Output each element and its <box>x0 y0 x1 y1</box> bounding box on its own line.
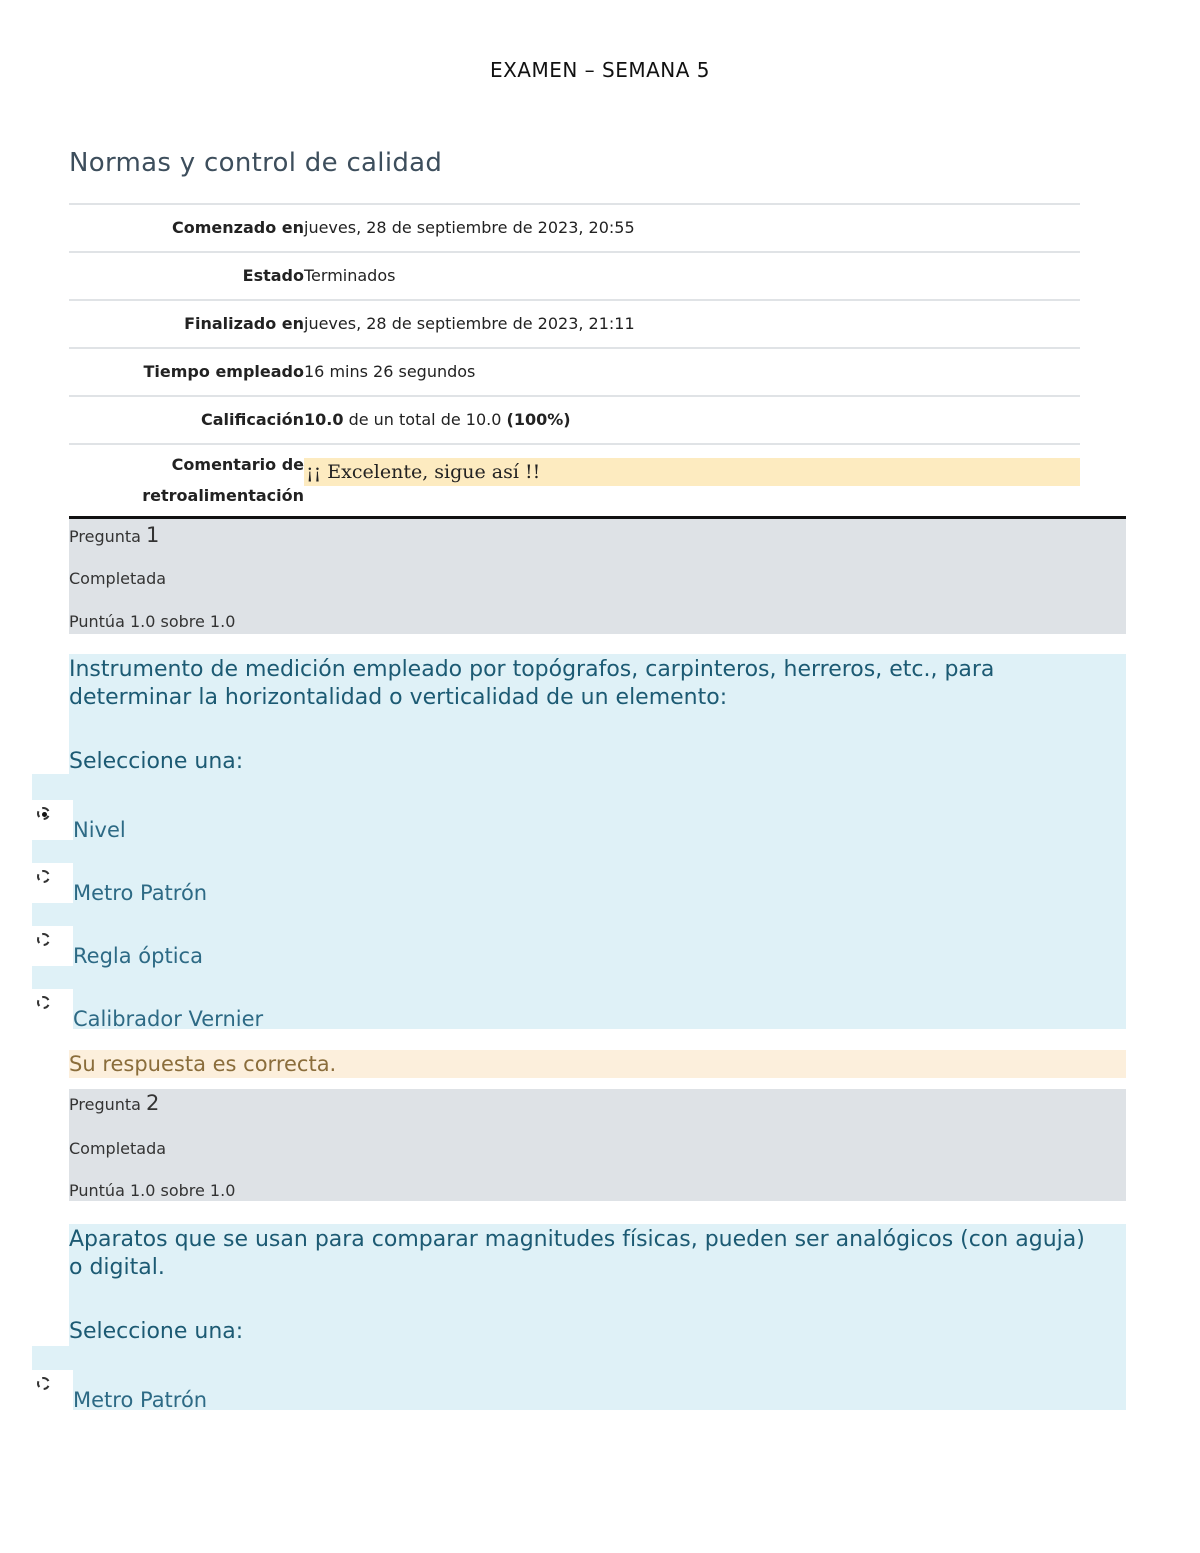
finished-label: Finalizado en <box>184 314 304 333</box>
summary-row-grade <box>69 395 1080 443</box>
question-1-score: Puntúa 1.0 sobre 1.0 <box>69 612 236 631</box>
radio-icon[interactable] <box>37 1377 50 1390</box>
radio-icon[interactable] <box>37 933 50 946</box>
question-2-score: Puntúa 1.0 sobre 1.0 <box>69 1181 236 1200</box>
course-title: Normas y control de calidad <box>69 148 443 178</box>
option-label: Nivel <box>73 818 126 842</box>
grade-percent: (100%) <box>506 410 571 429</box>
question-1-text-panel <box>69 654 1126 774</box>
summary-row-finished <box>69 299 1080 347</box>
summary-row-feedback <box>69 443 1080 511</box>
question-2-prefix: Pregunta <box>69 1095 147 1114</box>
option-label: Metro Patrón <box>73 881 208 905</box>
feedback-label-line1: Comentario de <box>171 455 304 474</box>
started-label: Comenzado en <box>171 218 304 237</box>
grade-score: 10.0 <box>304 410 344 429</box>
radio-selected-icon[interactable] <box>37 807 50 820</box>
question-1-state: Completada <box>69 569 167 588</box>
question-2-heading <box>69 1091 159 1115</box>
feedback-label <box>142 449 304 511</box>
question-2-select-prompt: Seleccione una: <box>69 1319 244 1344</box>
attempt-summary-table <box>69 203 1080 511</box>
grade-rest: de un total de 10.0 <box>343 410 507 429</box>
overall-feedback: ¡¡ Excelente, sigue así !! <box>304 458 1080 486</box>
summary-row-state <box>69 251 1080 299</box>
option-label: Regla óptica <box>73 944 203 968</box>
question-2-number: 2 <box>146 1091 160 1115</box>
question-2-text: Aparatos que se usan para comparar magnitudes físicas, pueden ser analógicos (con aguja) o digital. <box>69 1227 1085 1280</box>
summary-row-time <box>69 347 1080 395</box>
question-2-text-panel <box>69 1224 1126 1346</box>
grade-label: Calificación <box>201 410 304 429</box>
state-label: Estado <box>242 266 304 285</box>
question-1-prefix: Pregunta <box>69 527 147 546</box>
state-value: Terminados <box>304 266 396 285</box>
finished-value: jueves, 28 de septiembre de 2023, 21:11 <box>304 314 635 333</box>
grade-value <box>304 410 571 429</box>
summary-row-started <box>69 203 1080 251</box>
option-label: Metro Patrón <box>73 1388 208 1412</box>
question-1-info <box>69 516 1126 634</box>
question-2-info <box>69 1089 1126 1201</box>
time-value: 16 mins 26 segundos <box>304 362 476 381</box>
question-1-select-prompt: Seleccione una: <box>69 749 244 774</box>
feedback-label-line2: retroalimentación <box>142 486 304 505</box>
option-label: Calibrador Vernier <box>73 1007 264 1031</box>
exam-title: EXAMEN – SEMANA 5 <box>489 58 711 82</box>
time-label: Tiempo empleado <box>143 362 304 381</box>
question-1-heading <box>69 523 159 547</box>
radio-icon[interactable] <box>37 870 50 883</box>
question-2-state: Completada <box>69 1139 167 1158</box>
radio-icon[interactable] <box>37 996 50 1009</box>
question-1-number: 1 <box>146 523 160 547</box>
question-1-text: Instrumento de medición empleado por topógrafos, carpinteros, herreros, etc., para determinar la horizontalidad o verticalidad de un elemento: <box>69 657 995 710</box>
started-value: jueves, 28 de septiembre de 2023, 20:55 <box>304 218 635 237</box>
question-1-feedback: Su respuesta es correcta. <box>69 1050 1126 1078</box>
